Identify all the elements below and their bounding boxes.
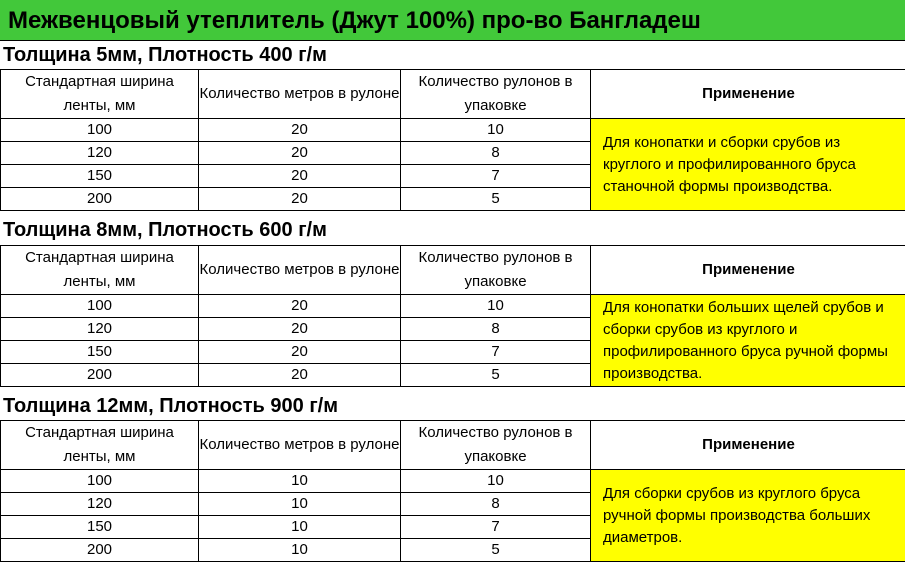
column-header-rolls: Количество рулонов в упаковке xyxy=(401,421,591,470)
cell-meters: 20 xyxy=(199,188,401,211)
column-header-application: Применение xyxy=(591,421,905,470)
cell-width: 120 xyxy=(1,142,199,165)
cell-rolls: 7 xyxy=(401,165,591,188)
column-header-meters: Количество метров в рулоне xyxy=(199,421,401,470)
cell-width: 200 xyxy=(1,539,199,562)
cell-width: 200 xyxy=(1,364,199,387)
cell-rolls: 10 xyxy=(401,295,591,318)
column-header-width: Стандартная ширина ленты, мм xyxy=(1,421,199,470)
table-row xyxy=(1,295,905,318)
cell-rolls: 8 xyxy=(401,318,591,341)
table-row xyxy=(1,470,905,493)
cell-meters: 20 xyxy=(199,119,401,142)
column-header-meters: Количество метров в рулоне xyxy=(199,246,401,295)
cell-width: 100 xyxy=(1,470,199,493)
cell-meters: 10 xyxy=(199,493,401,516)
cell-width: 120 xyxy=(1,318,199,341)
cell-meters: 20 xyxy=(199,318,401,341)
column-header-width: Стандартная ширина ленты, мм xyxy=(1,246,199,295)
cell-meters: 20 xyxy=(199,295,401,318)
cell-meters: 10 xyxy=(199,539,401,562)
column-header-application: Применение xyxy=(591,246,905,295)
application-cell: Для конопатки больших щелей срубов и сборки срубов из круглого и профилированного бруса ручной формы производства. xyxy=(591,295,905,387)
spec-table xyxy=(0,245,905,387)
cell-meters: 20 xyxy=(199,341,401,364)
column-header-rolls: Количество рулонов в упаковке xyxy=(401,70,591,119)
table-row xyxy=(1,119,905,142)
column-header-meters: Количество метров в рулоне xyxy=(199,70,401,119)
cell-rolls: 8 xyxy=(401,493,591,516)
cell-width: 200 xyxy=(1,188,199,211)
spec-table xyxy=(0,420,905,562)
cell-rolls: 10 xyxy=(401,470,591,493)
cell-meters: 10 xyxy=(199,470,401,493)
cell-rolls: 5 xyxy=(401,539,591,562)
page-title: Межвенцовый утеплитель (Джут 100%) про-во Бангладеш xyxy=(0,0,905,41)
cell-width: 150 xyxy=(1,516,199,539)
section-heading: Толщина 12мм, Плотность 900 г/м xyxy=(0,392,905,419)
cell-rolls: 7 xyxy=(401,341,591,364)
cell-width: 150 xyxy=(1,341,199,364)
cell-rolls: 5 xyxy=(401,188,591,211)
cell-meters: 20 xyxy=(199,142,401,165)
column-header-application: Применение xyxy=(591,70,905,119)
section-heading: Толщина 8мм, Плотность 600 г/м xyxy=(0,216,905,243)
spec-table xyxy=(0,69,905,211)
section-heading: Толщина 5мм, Плотность 400 г/м xyxy=(0,41,905,68)
cell-width: 120 xyxy=(1,493,199,516)
cell-width: 150 xyxy=(1,165,199,188)
application-cell: Для конопатки и сборки срубов из круглого и профилированного бруса станочной формы производства. xyxy=(591,119,905,211)
cell-rolls: 8 xyxy=(401,142,591,165)
cell-width: 100 xyxy=(1,295,199,318)
cell-rolls: 7 xyxy=(401,516,591,539)
table-header-row xyxy=(1,246,905,295)
cell-rolls: 10 xyxy=(401,119,591,142)
column-header-rolls: Количество рулонов в упаковке xyxy=(401,246,591,295)
cell-meters: 20 xyxy=(199,165,401,188)
cell-rolls: 5 xyxy=(401,364,591,387)
cell-meters: 20 xyxy=(199,364,401,387)
table-header-row xyxy=(1,70,905,119)
cell-width: 100 xyxy=(1,119,199,142)
column-header-width: Стандартная ширина ленты, мм xyxy=(1,70,199,119)
table-header-row xyxy=(1,421,905,470)
application-cell: Для сборки срубов из круглого бруса ручной формы производства больших диаметров. xyxy=(591,470,905,562)
cell-meters: 10 xyxy=(199,516,401,539)
